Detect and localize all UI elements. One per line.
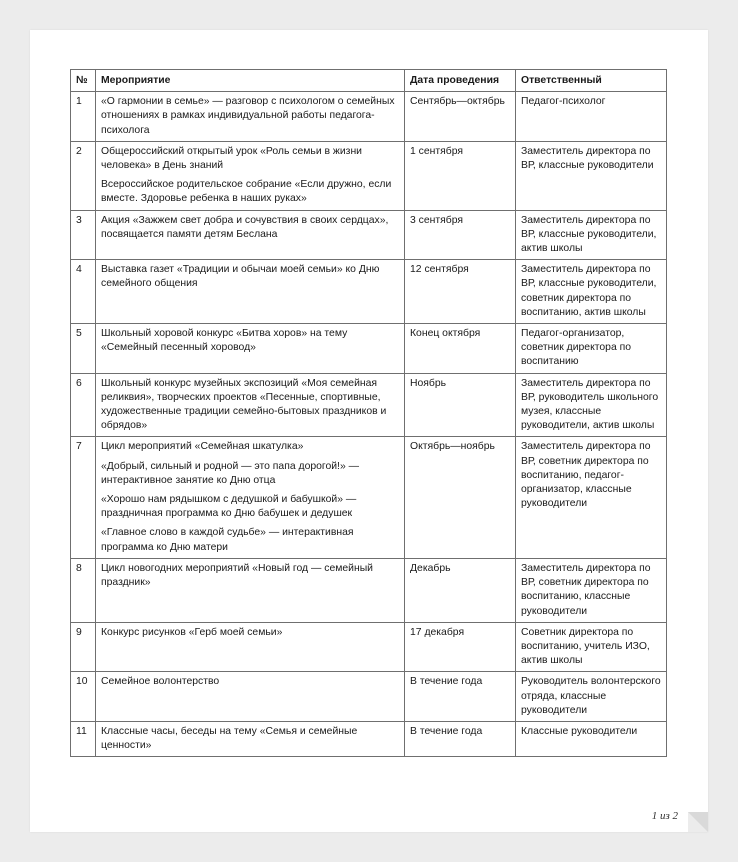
event-paragraph: Школьный хоровой конкурс «Битва хоров» на тему «Семейный песенный хоровод»	[101, 328, 348, 354]
cell-responsible: Заместитель директора по ВР, руководитель школьного музея, классные руководители, актив школы	[516, 373, 667, 437]
cell-number: 7	[71, 437, 96, 558]
cell-responsible: Заместитель директора по ВР, советник директора по воспитанию, педагог-организатор, классные руководители	[516, 437, 667, 558]
table-row	[71, 141, 667, 210]
cell-responsible: Заместитель директора по ВР, классные руководители	[516, 141, 667, 210]
event-paragraph: Выставка газет «Традиции и обычаи моей семьи» ко Дню семейного общения	[101, 264, 380, 290]
event-paragraph: Семейное волонтерство	[101, 676, 220, 688]
event-paragraph: Конкурс рисунков «Герб моей семьи»	[101, 626, 283, 638]
cell-responsible: Советник директора по воспитанию, учитель ИЗО, актив школы	[516, 622, 667, 672]
cell-event	[96, 210, 405, 260]
cell-date: В течение года	[405, 721, 516, 756]
table-row	[71, 721, 667, 756]
cell-date: В течение года	[405, 672, 516, 722]
cell-number: 2	[71, 141, 96, 210]
table-body	[71, 92, 667, 757]
cell-responsible: Педагог-психолог	[516, 92, 667, 142]
cell-number: 4	[71, 260, 96, 324]
cell-responsible: Классные руководители	[516, 721, 667, 756]
cell-number: 11	[71, 721, 96, 756]
event-paragraph: Школьный конкурс музейных экспозиций «Моя семейная реликвия», творческих проектов «Песенные, спортивные, художественные традиции семейно-бытовых праздников и обрядов»	[101, 377, 387, 432]
event-paragraph: «Главное слово в каждой судьбе» — интерактивная программа ко Дню матери	[101, 527, 354, 553]
cell-event	[96, 260, 405, 324]
event-paragraph: «Хорошо нам рядышком с дедушкой и бабушкой» — праздничная программа ко Дню бабушек и дедушек	[101, 494, 357, 520]
cell-number: 5	[71, 324, 96, 374]
event-paragraph: «О гармонии в семье» — разговор с психологом о семейных отношениях в рамках индивидуальной работы педагога-психолога	[101, 96, 395, 136]
cell-event	[96, 324, 405, 374]
cell-number: 6	[71, 373, 96, 437]
cell-date: 12 сентября	[405, 260, 516, 324]
cell-number: 9	[71, 622, 96, 672]
table-header-row	[71, 70, 667, 92]
cell-number: 1	[71, 92, 96, 142]
page-number: 1 из 2	[651, 810, 678, 822]
cell-responsible: Руководитель волонтерского отряда, классные руководители	[516, 672, 667, 722]
event-paragraph: «Добрый, сильный и родной — это папа дорогой!» — интерактивное занятие ко Дню отца	[101, 460, 359, 486]
cell-responsible: Заместитель директора по ВР, классные руководители, актив школы	[516, 210, 667, 260]
table-row	[71, 622, 667, 672]
header-responsible: Ответственный	[516, 70, 667, 92]
cell-event	[96, 92, 405, 142]
table-row	[71, 437, 667, 558]
cell-date: 17 декабря	[405, 622, 516, 672]
cell-date: Декабрь	[405, 558, 516, 622]
header-date: Дата проведения	[405, 70, 516, 92]
cell-responsible: Заместитель директора по ВР, классные руководители, советник директора по воспитанию, актив школы	[516, 260, 667, 324]
cell-number: 8	[71, 558, 96, 622]
cell-event	[96, 558, 405, 622]
events-table	[70, 69, 667, 757]
table-row	[71, 210, 667, 260]
cell-number: 10	[71, 672, 96, 722]
cell-event	[96, 437, 405, 558]
event-paragraph: Общероссийский открытый урок «Роль семьи в жизни человека» в День знаний	[101, 145, 362, 172]
cell-event	[96, 373, 405, 437]
table-row	[71, 92, 667, 142]
cell-date: Октябрь—ноябрь	[405, 437, 516, 558]
event-paragraph: Классные часы, беседы на тему «Семья и семейные ценности»	[101, 725, 358, 752]
cell-date: 1 сентября	[405, 141, 516, 210]
cell-responsible: Заместитель директора по ВР, советник директора по воспитанию, классные руководители	[516, 558, 667, 622]
event-paragraph: Цикл мероприятий «Семейная шкатулка»	[101, 441, 304, 453]
table-row	[71, 260, 667, 324]
cell-number: 3	[71, 210, 96, 260]
event-paragraph: Всероссийское родительское собрание «Если дружно, если вместе. Здоровье ребенка в наших руках»	[101, 179, 392, 205]
table-row	[71, 672, 667, 722]
cell-event	[96, 721, 405, 756]
document-page	[30, 30, 708, 832]
table-row	[71, 324, 667, 374]
cell-event	[96, 622, 405, 672]
table-row	[71, 558, 667, 622]
page-curl-shadow	[688, 812, 708, 832]
cell-date: Ноябрь	[405, 373, 516, 437]
table-row	[71, 373, 667, 437]
cell-date: Сентябрь—октябрь	[405, 92, 516, 142]
header-event: Мероприятие	[96, 70, 405, 92]
cell-event	[96, 141, 405, 210]
cell-event	[96, 672, 405, 722]
event-paragraph: Цикл новогодних мероприятий «Новый год — семейный праздник»	[101, 562, 373, 589]
cell-responsible: Педагог-организатор, советник директора по воспитанию	[516, 324, 667, 374]
header-number: №	[71, 70, 96, 92]
cell-date: 3 сентября	[405, 210, 516, 260]
cell-date: Конец октября	[405, 324, 516, 374]
event-paragraph: Акция «Зажжем свет добра и сочувствия в своих сердцах», посвящается памяти детям Беслана	[101, 214, 389, 240]
